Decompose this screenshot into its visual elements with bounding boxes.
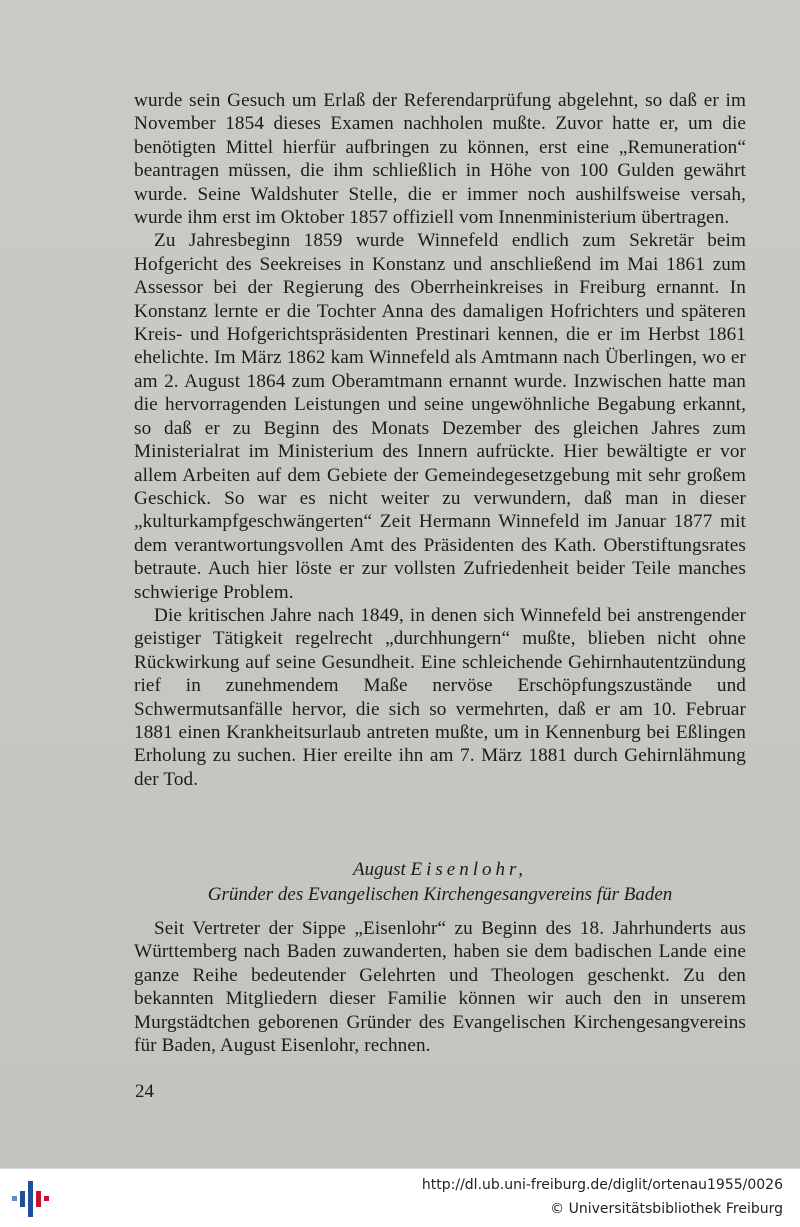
paragraph-4: Seit Vertreter der Sippe „Eisenlohr“ zu Beginn des 18. Jahrhunderts aus Württemberg nach Baden zuwanderten, haben sie dem badischen Lande eine ganze Reihe bedeutender Gelehrten und Theologen geschenkt. Zu den bekannten Mitgliedern dieser Familie können wir auch den in unserem Murgstädtchen geborenen Gründer des Evangelischen Kirchengesangvereins für Baden, August Eisenlohr, rechnen. <box>134 918 746 1057</box>
paragraph-1: wurde sein Gesuch um Erlaß der Referendarprüfung abgelehnt, so daß er im November 1854 dieses Examen nachholen mußte. Zuvor hatte er, um die benötigten Mittel hierfür aufbringen zu können, erst eine „Remuneration“ beantragen müssen, die ihm schließlich in Höhe von 100 Gulden gewährt wurde. Seine Waldshuter Stelle, die er immer noch aushilfsweise versah, wurde ihm erst im Oktober 1857 offiziell vom Innenministerium übertragen. <box>134 90 746 229</box>
permalink-url[interactable]: http://dl.ub.uni-freiburg.de/diglit/ortenau1955/0026 <box>421 1177 783 1193</box>
copyright-notice: © Universitätsbibliothek Freiburg <box>550 1201 783 1217</box>
paragraph-3: Die kritischen Jahre nach 1849, in denen sich Winnefeld bei anstrengender geistiger Tätigkeit regelrecht „durchhungern“ mußte, blieben nicht ohne Rückwirkung auf seine Gesundheit. Eine schleichende Gehirnhautentzündung rief in zunehmendem Maße nervöse Erschöpfungszustände und Schwermutsanfälle hervor, die sich so vermehrten, daß er am 10. Februar 1881 einen Krankheitsurlaub antreten mußte, um in Kennenburg bei Eßlingen Erholung zu suchen. Hier ereilte ihn am 7. März 1881 durch Gehirnlähmung der Tod. <box>134 604 746 790</box>
section-heading-name <box>134 858 746 882</box>
footer-bar <box>0 1168 800 1227</box>
heading-surname: Eisenlohr, <box>410 859 528 880</box>
paragraph-2: Zu Jahresbeginn 1859 wurde Winnefeld endlich zum Sekretär beim Hofgericht des Seekreises in Konstanz und anschließend im Mai 1861 zum Assessor bei der Regierung des Oberrheinkreises in Freiburg ernannt. In Konstanz lernte er die Tochter Anna des damaligen Hofrichters und späteren Kreis- und Hofgerichtspräsidenten Prestinari kennen, die er im Herbst 1861 ehelichte. Im März 1862 kam Winnefeld als Amtmann nach Überlingen, wo er am 2. August 1864 zum Oberamtmann ernannt wurde. Inzwischen hatte man die hervorragenden Leistungen und seine ungewöhnliche Begabung erkannt, so daß er zu Beginn des Monats Dezember des gleichen Jahres zum Ministerialrat im Ministerium des Innern aufrückte. Hier bewältigte er vor allem Arbeiten auf dem Gebiete der Gemeindegesetzgebung mit sehr großem Geschick. So war es nicht weiter zu verwundern, daß man in dieser „kulturkampfgeschwängerten“ Zeit Hermann Winnefeld im Januar 1877 mit dem verantwortungsvollen Amt des Präsidenten des Kath. Oberstiftungsrates betraute. Auch hier löste er zur vollsten Zufriedenheit beider Teile manches schwierige Problem. <box>134 230 746 603</box>
section-heading-subtitle: Gründer des Evangelischen Kirchengesangvereins für Baden <box>207 884 673 905</box>
page-number: 24 <box>135 1081 154 1102</box>
body-text-bottom <box>134 917 746 1057</box>
heading-first-name: August <box>352 859 406 880</box>
body-text-top <box>134 89 746 791</box>
ub-freiburg-logo-icon[interactable] <box>10 1179 50 1219</box>
